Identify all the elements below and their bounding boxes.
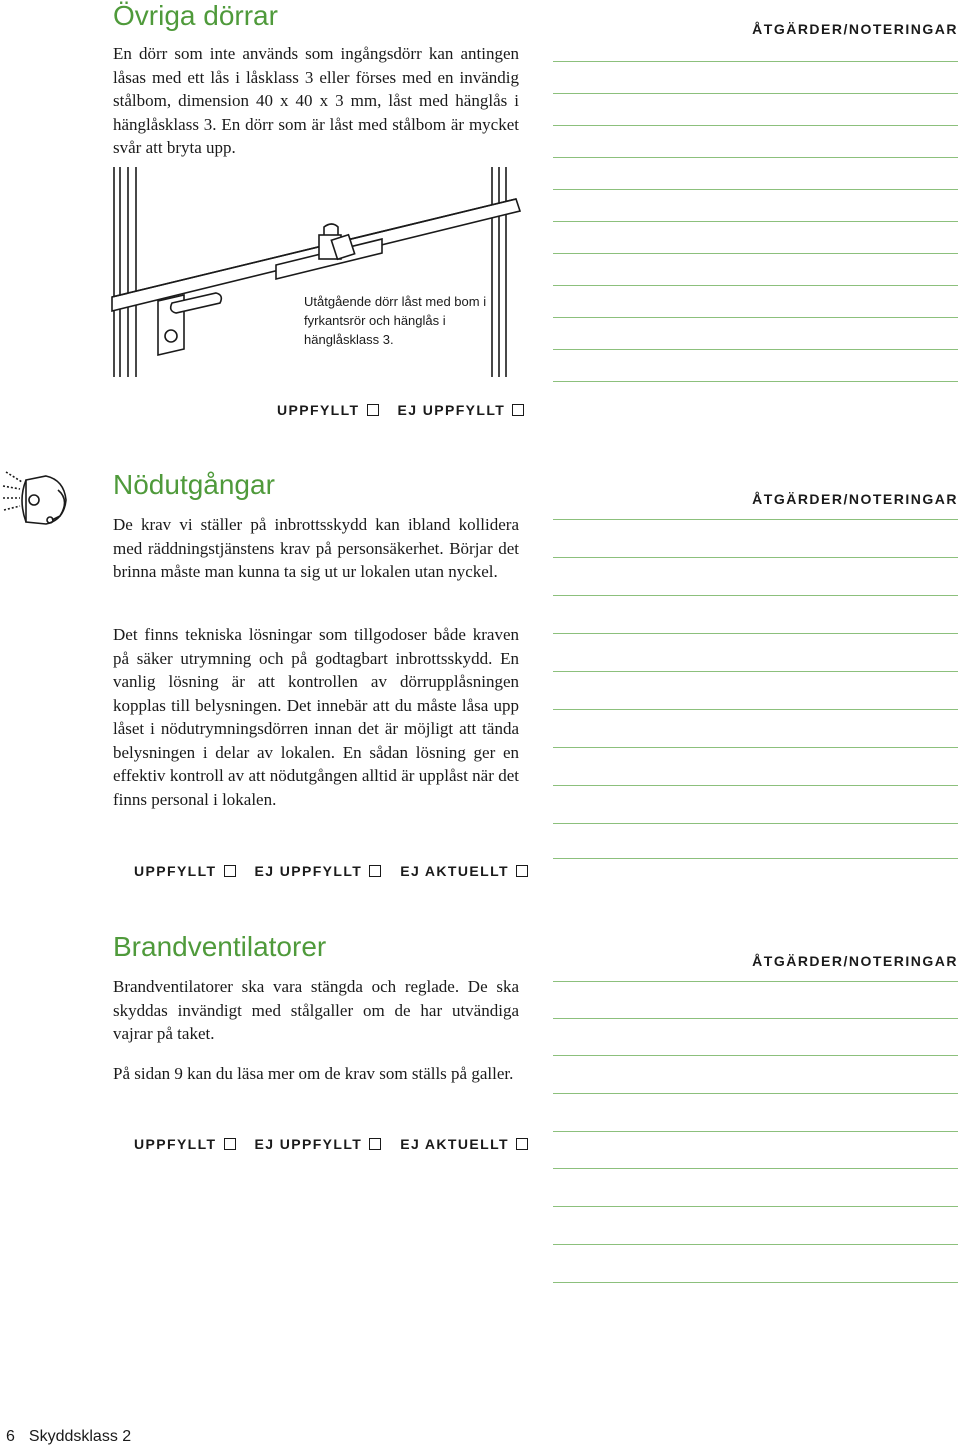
section-paragraph: De krav vi ställer på inbrottsskydd kan ibland kollidera med räddningstjänstens krav på personsäkerhet. Börjar det brinna måste man kunna ta sig ut ur lokalen utan nyckel.: [113, 515, 519, 581]
note-line[interactable]: [553, 157, 958, 158]
figure-caption: Utåtgående dörr låst med bom i fyrkantsrör och hänglås i hänglåsklass 3.: [304, 294, 487, 347]
notes-title: ÅTGÄRDER/NOTERINGAR: [752, 953, 958, 969]
note-line[interactable]: [553, 285, 958, 286]
note-line[interactable]: [553, 1282, 958, 1283]
note-line[interactable]: [553, 93, 958, 94]
status-option[interactable]: EJ UPPFYLLT: [255, 863, 382, 879]
status-row-2: [134, 861, 528, 881]
checkbox[interactable]: [369, 1138, 381, 1150]
note-line[interactable]: [553, 125, 958, 126]
checkbox[interactable]: [224, 865, 236, 877]
note-line[interactable]: [553, 1244, 958, 1245]
status-option[interactable]: EJ AKTUELLT: [400, 863, 528, 879]
status-option[interactable]: EJ AKTUELLT: [400, 1136, 528, 1152]
notes-title: ÅTGÄRDER/NOTERINGAR: [752, 21, 958, 37]
note-line[interactable]: [553, 253, 958, 254]
status-option[interactable]: EJ UPPFYLLT: [398, 402, 525, 418]
note-line[interactable]: [553, 1131, 958, 1132]
page-number: 6: [6, 1428, 15, 1445]
section-heading-ovriga-dorrar: Övriga dörrar: [113, 0, 278, 31]
page-footer: [6, 1428, 131, 1446]
checkbox[interactable]: [516, 1138, 528, 1150]
section-paragraph: Brandventilatorer ska vara stängda och reglade. De ska skyddas invändigt med stålgaller om de har utvändiga vajrar på taket.: [113, 977, 519, 1043]
section-paragraph: På sidan 9 kan du läsa mer om de krav som ställs på galler.: [113, 1064, 514, 1083]
section-paragraph: En dörr som inte används som ingångsdörr kan antingen låsas med ett lås i låsklass 3 eller förses med en invändig stålbom, dimension 40 x 40 x 3 mm, låst med hänglås i hänglåsklass 3. En dörr som är låst med stålbom är mycket svår att bryta upp.: [113, 44, 519, 157]
status-option[interactable]: UPPFYLLT: [134, 1136, 236, 1152]
note-line[interactable]: [553, 858, 958, 859]
checkbox[interactable]: [512, 404, 524, 416]
status-option[interactable]: EJ UPPFYLLT: [255, 1136, 382, 1152]
note-line[interactable]: [553, 1093, 958, 1094]
checkbox[interactable]: [224, 1138, 236, 1150]
note-line[interactable]: [553, 671, 958, 672]
note-line[interactable]: [553, 785, 958, 786]
status-option[interactable]: UPPFYLLT: [277, 402, 379, 418]
notes-title: ÅTGÄRDER/NOTERINGAR: [752, 491, 958, 507]
note-line[interactable]: [553, 349, 958, 350]
checkbox[interactable]: [369, 865, 381, 877]
footer-title: Skyddsklass 2: [28, 1428, 132, 1445]
note-line[interactable]: [553, 633, 958, 634]
section-heading-brandventilatorer: Brandventilatorer: [113, 931, 327, 962]
note-line[interactable]: [553, 823, 958, 824]
note-line[interactable]: [553, 317, 958, 318]
note-line[interactable]: [553, 981, 958, 982]
status-row-1: [277, 400, 524, 420]
note-line[interactable]: [553, 519, 958, 520]
note-line[interactable]: [553, 747, 958, 748]
note-line[interactable]: [553, 1055, 958, 1056]
note-line[interactable]: [553, 1168, 958, 1169]
alarm-bell-icon: [0, 466, 74, 536]
note-line[interactable]: [553, 221, 958, 222]
section-paragraph: Det finns tekniska lösningar som tillgodoser både kraven på säker utrymning och på godtagbart inbrottsskydd. En vanlig lösning är att kontrollen av dörrupplåsningen kopplas till belysningen. Det innebär att du måste låsa upp låset i nödutrymningsdörren innan det är möjligt att tända belysningen i delar av lokalen. En sådan lösning ger en effektiv kontroll av att nödutgången alltid är upplåst när det finns personal i lokalen.: [113, 625, 519, 809]
note-line[interactable]: [553, 61, 958, 62]
note-line[interactable]: [553, 557, 958, 558]
note-line[interactable]: [553, 595, 958, 596]
note-line[interactable]: [553, 189, 958, 190]
checkbox[interactable]: [516, 865, 528, 877]
checkbox[interactable]: [367, 404, 379, 416]
status-row-3: [134, 1134, 528, 1154]
note-line[interactable]: [553, 1018, 958, 1019]
status-option[interactable]: UPPFYLLT: [134, 863, 236, 879]
note-line[interactable]: [553, 1206, 958, 1207]
section-heading-nodutgangar: Nödutgångar: [113, 469, 275, 500]
note-line[interactable]: [553, 381, 958, 382]
note-line[interactable]: [553, 709, 958, 710]
